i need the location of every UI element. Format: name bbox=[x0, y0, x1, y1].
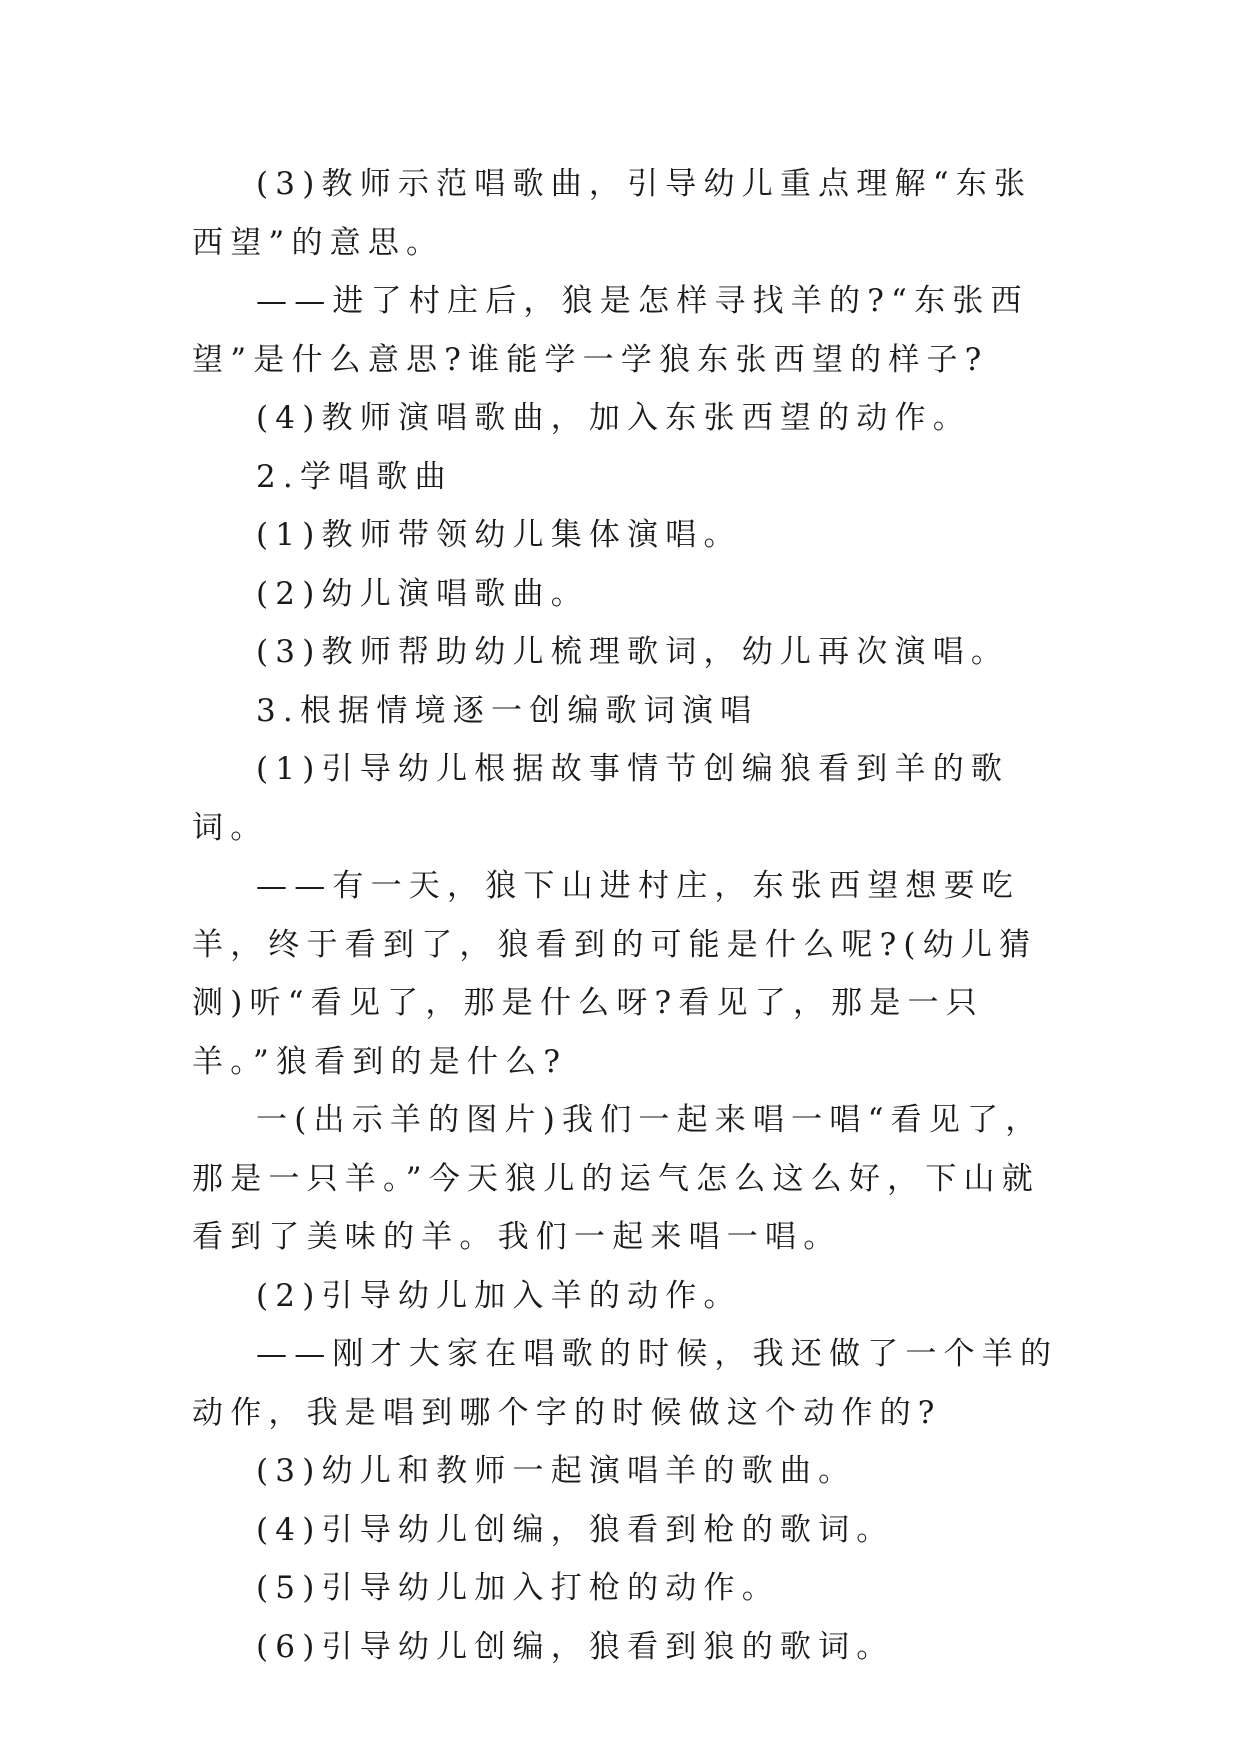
paragraph: (1)引导幼儿根据故事情节创编狼看到羊的歌词。 bbox=[192, 751, 1010, 846]
paragraph: (3)教师示范唱歌曲，引导幼儿重点理解“东张西望”的意思。 bbox=[192, 166, 1033, 261]
paragraph: (5)引导幼儿加入打枪的动作。 bbox=[256, 1570, 780, 1606]
document-body bbox=[192, 155, 1062, 1676]
paragraph: ——进了村庄后，狼是怎样寻找羊的?“东张西望”是什么意思?谁能学一学狼东张西望的样子? bbox=[192, 283, 1029, 378]
paragraph: 一(出示羊的图片)我们一起来唱一唱“看见了，那是一只羊。”今天狼儿的运气怎么这么好，下山就看到了美味的羊。我们一起来唱一唱。 bbox=[192, 1102, 1044, 1255]
paragraph: ——刚才大家在唱歌的时候，我还做了一个羊的动作，我是唱到哪个字的时候做这个动作的? bbox=[192, 1336, 1059, 1431]
paragraph: (3)幼儿和教师一起演唱羊的歌曲。 bbox=[256, 1453, 857, 1489]
section-heading: 2.学唱歌曲 bbox=[256, 458, 453, 495]
paragraph: (3)教师帮助幼儿梳理歌词，幼儿再次演唱。 bbox=[256, 634, 1010, 670]
paragraph: (1)教师带领幼儿集体演唱。 bbox=[256, 517, 742, 553]
paragraph: (4)引导幼儿创编，狼看到枪的歌词。 bbox=[256, 1511, 895, 1548]
paragraph: (2)引导幼儿加入羊的动作。 bbox=[256, 1277, 742, 1314]
section-heading: 3.根据情境逐一创编歌词演唱 bbox=[256, 692, 759, 729]
paragraph: ——有一天，狼下山进村庄，东张西望想要吃羊，终于看到了，狼看到的可能是什么呢?(幼儿猜测)听“看见了，那是什么呀?看见了，那是一只羊。”狼看到的是什么? bbox=[192, 868, 1038, 1080]
paragraph: (6)引导幼儿创编，狼看到狼的歌词。 bbox=[256, 1628, 895, 1665]
paragraph: (4)教师演唱歌曲，加入东张西望的动作。 bbox=[256, 400, 971, 436]
paragraph: (2)幼儿演唱歌曲。 bbox=[256, 575, 589, 612]
